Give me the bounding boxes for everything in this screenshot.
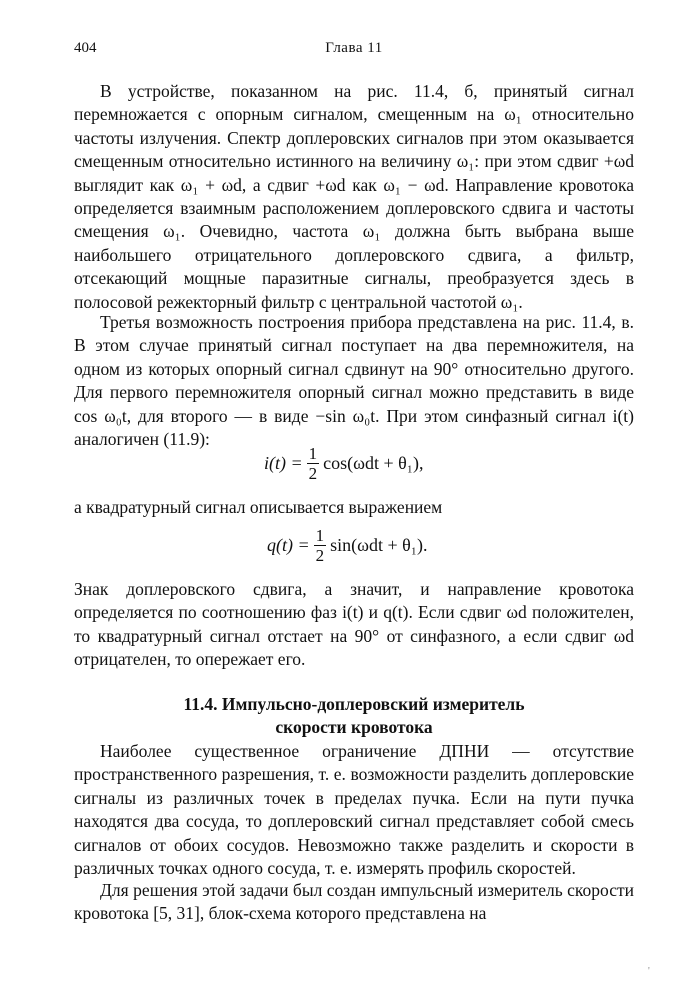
- equation-q-rhs: sin(ωdt + θ₁).: [330, 535, 428, 555]
- paragraph-3-text: а квадратурный сигнал описывается выражением: [74, 497, 443, 517]
- fraction-numerator: 1: [308, 444, 318, 463]
- paragraph-2: [74, 311, 634, 451]
- fraction-denominator: 2: [315, 546, 325, 565]
- paragraph-5: [74, 740, 634, 880]
- footer-mark: ': [648, 966, 650, 977]
- fraction-numerator: 1: [315, 526, 325, 545]
- paragraph-6: [74, 879, 634, 926]
- section-heading: [74, 693, 634, 740]
- page-number: 404: [74, 40, 97, 56]
- paragraph-5-text: Наиболее существенное ограничение ДПНИ — отсутствие пространственного разрешения, т. е. возможности разделить доплеровские сигналы из различных точек в пределах пучка. Если на пути пучка находятся два сосуда, то доплеровский сигнал представляет собой смесь сигналов от обоих сосудов. Невозможно также разделить и скорости в различных точках одного сосуда, т. е. измерять профиль скоростей.: [74, 741, 634, 879]
- equation-q: [74, 526, 634, 576]
- paragraph-6-text: Для решения этой задачи был создан импульсный измеритель скорости кровотока [5, 31], блок-схема которого представлена на: [74, 880, 634, 924]
- paragraph-4-text: Знак доплеровского сдвига, а значит, и направление кровотока определяется по соотношению фаз i(t) и q(t). Если сдвиг ωd положителен, то квадратурный сигнал отстает на 90° от синфазного, а если сдвиг ωd отрицателен, то опережает его.: [74, 579, 634, 670]
- running-head: Глава 11: [325, 40, 383, 56]
- fraction-denominator: 2: [308, 464, 318, 483]
- paragraph-4: [74, 578, 634, 672]
- section-heading-line-1: 11.4. Импульсно-доплеровский измеритель: [183, 694, 525, 714]
- paragraph-3: [74, 496, 634, 519]
- paragraph-1: [74, 80, 634, 314]
- fraction-half: [307, 444, 320, 483]
- equation-q-lhs: q(t) =: [267, 535, 310, 555]
- paragraph-2-text: Третья возможность построения прибора представлена на рис. 11.4, в. В этом случае принятый сигнал поступает на два перемножителя, на одном из которых опорный сигнал сдвинут на 90° относительно другого. Для первого перемножителя опорный сигнал можно представить в виде cos ω₀t, для второго — в виде −sin ω₀t. При этом синфазный сигнал i(t) аналогичен (11.9):: [74, 312, 634, 450]
- fraction-half: [314, 526, 327, 565]
- page-header: [74, 40, 634, 60]
- equation-i-rhs: cos(ωdt + θ₁),: [323, 453, 424, 473]
- equation-i: [74, 444, 634, 494]
- paragraph-1-text: В устройстве, показанном на рис. 11.4, б, принятый сигнал перемножается с опорным сигналом, смещенным на ω₁ относительно частоты излучения. Спектр доплеровских сигналов при этом оказывается смещенным относительно истинного на величину ω₁: при этом сдвиг +ωd выглядит как ω₁ + ωd, а сдвиг +ωd как ω₁ − ωd. Направление кровотока определяется взаимным расположением доплеровского сдвига и частоты смещения ω₁. Очевидно, частота ω₁ должна быть выбрана выше наибольшего отрицательного доплеровского сдвига, а фильтр, отсекающий мощные паразитные сигналы, преобразуется здесь в полосовой режекторный фильтр с центральной частотой ω₁.: [74, 81, 634, 312]
- section-heading-line-2: скорости кровотока: [275, 717, 433, 738]
- equation-i-lhs: i(t) =: [264, 453, 303, 473]
